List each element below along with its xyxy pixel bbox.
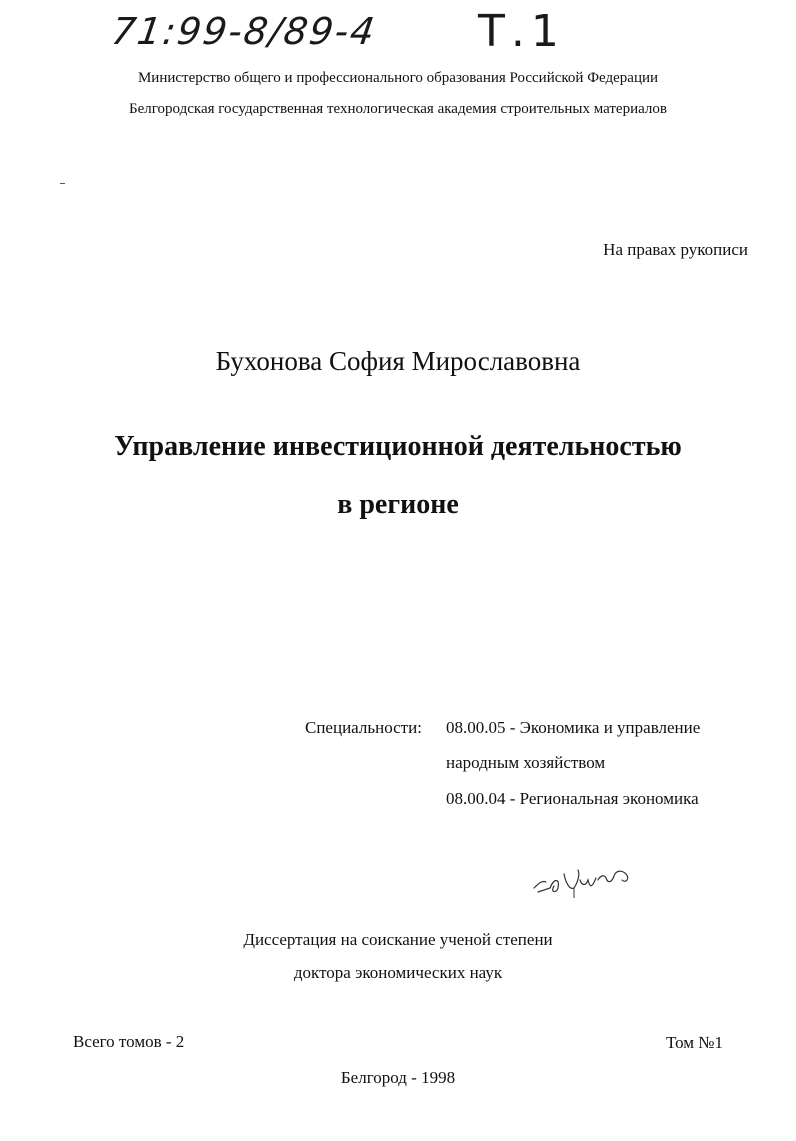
specialty-1-line-1: 08.00.05 - Экономика и управление [446,718,701,737]
author-name: Бухонова София Мирославовна [215,346,581,376]
volumes-total: Всего томов - 2 [73,1032,185,1051]
scan-speck [60,183,65,184]
city-year: Белгород - 1998 [340,1068,456,1087]
manuscript-note: На правах рукописи [603,240,748,259]
dissertation-title-line-1: Управление инвестиционной деятельностью [114,431,682,462]
ministry-heading: Министерство общего и профессионального образования Российской Федерации [137,70,659,86]
specialty-2: 08.00.04 - Региональная экономика [446,789,699,808]
specialty-1-line-2: народным хозяйством [446,753,606,772]
volume-number: Том №1 [666,1033,724,1052]
degree-line-2: доктора экономических наук [293,963,503,982]
handwritten-signature [530,858,640,900]
specialties-label: Специальности: [305,718,422,737]
degree-line-1: Диссертация на соискание ученой степени [243,930,553,949]
academy-heading: Белгородская государственная технологическая академия строительных материалов [129,101,667,117]
handwritten-archive-code: 71:99-8/89-4 [108,10,379,53]
dissertation-title-line-2: в регионе [337,489,459,520]
handwritten-volume-mark: Т.1 [478,6,565,57]
